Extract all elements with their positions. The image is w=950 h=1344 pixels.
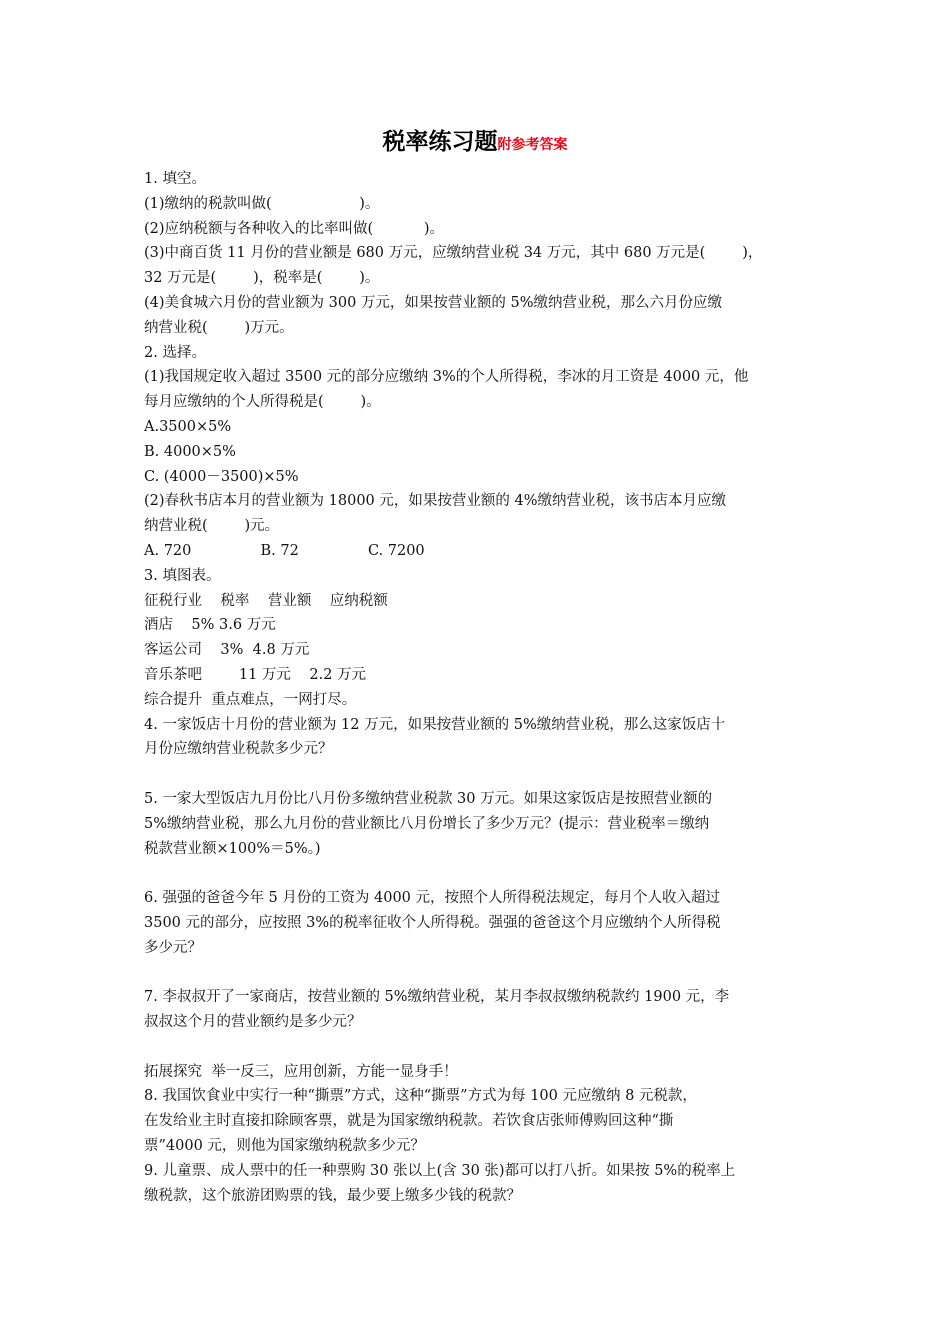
text-line: 拓展探究 举一反三，应用创新，方能一显身手！ (144, 1063, 458, 1080)
text-line: 7. 李叔叔开了一家商店，按营业额的 5%缴纳营业税，某月李叔叔缴纳税款约 1900 元，李 (144, 989, 730, 1006)
text-line: 3500 元的部分，应按照 3%的税率征收个人所得税。强强的爸爸这个月应缴纳个人所得税 (144, 914, 721, 931)
text-line: 5%缴纳营业税，那么九月份的营业额比八月份增长了多少万元？(提示：营业税率＝缴纳 (144, 815, 710, 832)
blank-line (144, 762, 812, 787)
blank-line (144, 861, 812, 886)
text-line: 每月应缴纳的个人所得税是( )。 (144, 394, 381, 411)
text-line: 纳营业税( )万元。 (144, 319, 294, 336)
text-line: 客运公司 3% 4.8 万元 (144, 642, 310, 659)
text-line: 音乐茶吧 11 万元 2.2 万元 (144, 666, 367, 683)
text-line: 酒店 5% 3.6 万元 (144, 617, 276, 634)
text-line: 缴税款，这个旅游团购票的钱，最少要上缴多少钱的税款？ (144, 1187, 521, 1204)
text-line: 6. 强强的爸爸今年 5 月份的工资为 4000 元，按照个人所得税法规定，每月个人收入超过 (144, 890, 721, 907)
text-line: (2)春秋书店本月的营业额为 18000 元，如果按营业额的 4%缴纳营业税，该书店本月应缴 (144, 493, 726, 510)
text-line: 2. 选择。 (144, 344, 206, 361)
text-line: 票”4000 元，则他为国家缴纳税款多少元？ (144, 1138, 425, 1155)
text-line: A.3500×5% (144, 418, 232, 435)
document-title (0, 124, 950, 163)
text-line: 32 万元是( )，税率是( )。 (144, 270, 380, 287)
text-line: 叔叔这个月的营业额约是多少元？ (144, 1014, 362, 1031)
text-line: (3)中商百货 11 月份的营业额是 680 万元，应缴纳营业税 34 万元，其中 680 万元是( )， (144, 245, 763, 262)
blank-line (144, 1035, 812, 1060)
text-line: B. 4000×5% (144, 443, 236, 460)
text-line: 9. 儿童票、成人票中的任一种票购 30 张以上(含 30 张)都可以打八折。如果按 5%的税率上 (144, 1162, 736, 1179)
text-line: 8. 我国饮食业中实行一种“撕票”方式，这种“撕票”方式为每 100 元应缴纳 8 元税款， (144, 1088, 697, 1105)
text-line: (1)我国规定收入超过 3500 元的部分应缴纳 3%的个人所得税，李冰的月工资是 4000 元，他 (144, 369, 749, 386)
text-line: (4)美食城六月份的营业额为 300 万元，如果按营业额的 5%缴纳营业税，那么六月份应缴 (144, 294, 723, 311)
text-line: 税款营业额×100%＝5%。) (144, 840, 321, 857)
text-line: 1. 填空。 (144, 171, 206, 187)
text-line: 月份应缴纳营业税款多少元？ (144, 741, 333, 758)
text-line: 多少元？ (144, 939, 202, 956)
text-line: (2)应纳税额与各种收入的比率叫做( )。 (144, 220, 445, 237)
text-line: 征税行业 税率 营业额 应纳税额 (144, 592, 388, 609)
text-line: C. (4000－3500)×5% (144, 468, 299, 485)
blank-line (144, 961, 812, 986)
title-answer-note: 附参考答案 (497, 137, 568, 153)
text-line: 3. 填图表。 (144, 567, 221, 584)
text-line: 综合提升 重点难点，一网打尽。 (144, 691, 357, 708)
text-line: 在发给业主时直接扣除顾客票，就是为国家缴纳税款。若饮食店张师傅购回这种“撕 (144, 1113, 674, 1130)
document-body (144, 167, 812, 1208)
text-line: 4. 一家饭店十月份的营业额为 12 万元，如果按营业额的 5%缴纳营业税，那么这家饭店十 (144, 716, 726, 733)
text-line: 5. 一家大型饭店九月份比八月份多缴纳营业税款 30 万元。如果这家饭店是按照营业额的 (144, 790, 713, 807)
text-line: (1)缴纳的税款叫做( )。 (144, 195, 380, 212)
text-line: 纳营业税( )元。 (144, 518, 280, 535)
text-line: A. 720 B. 72 C. 7200 (144, 542, 425, 559)
title-main: 税率练习题 (382, 129, 498, 155)
